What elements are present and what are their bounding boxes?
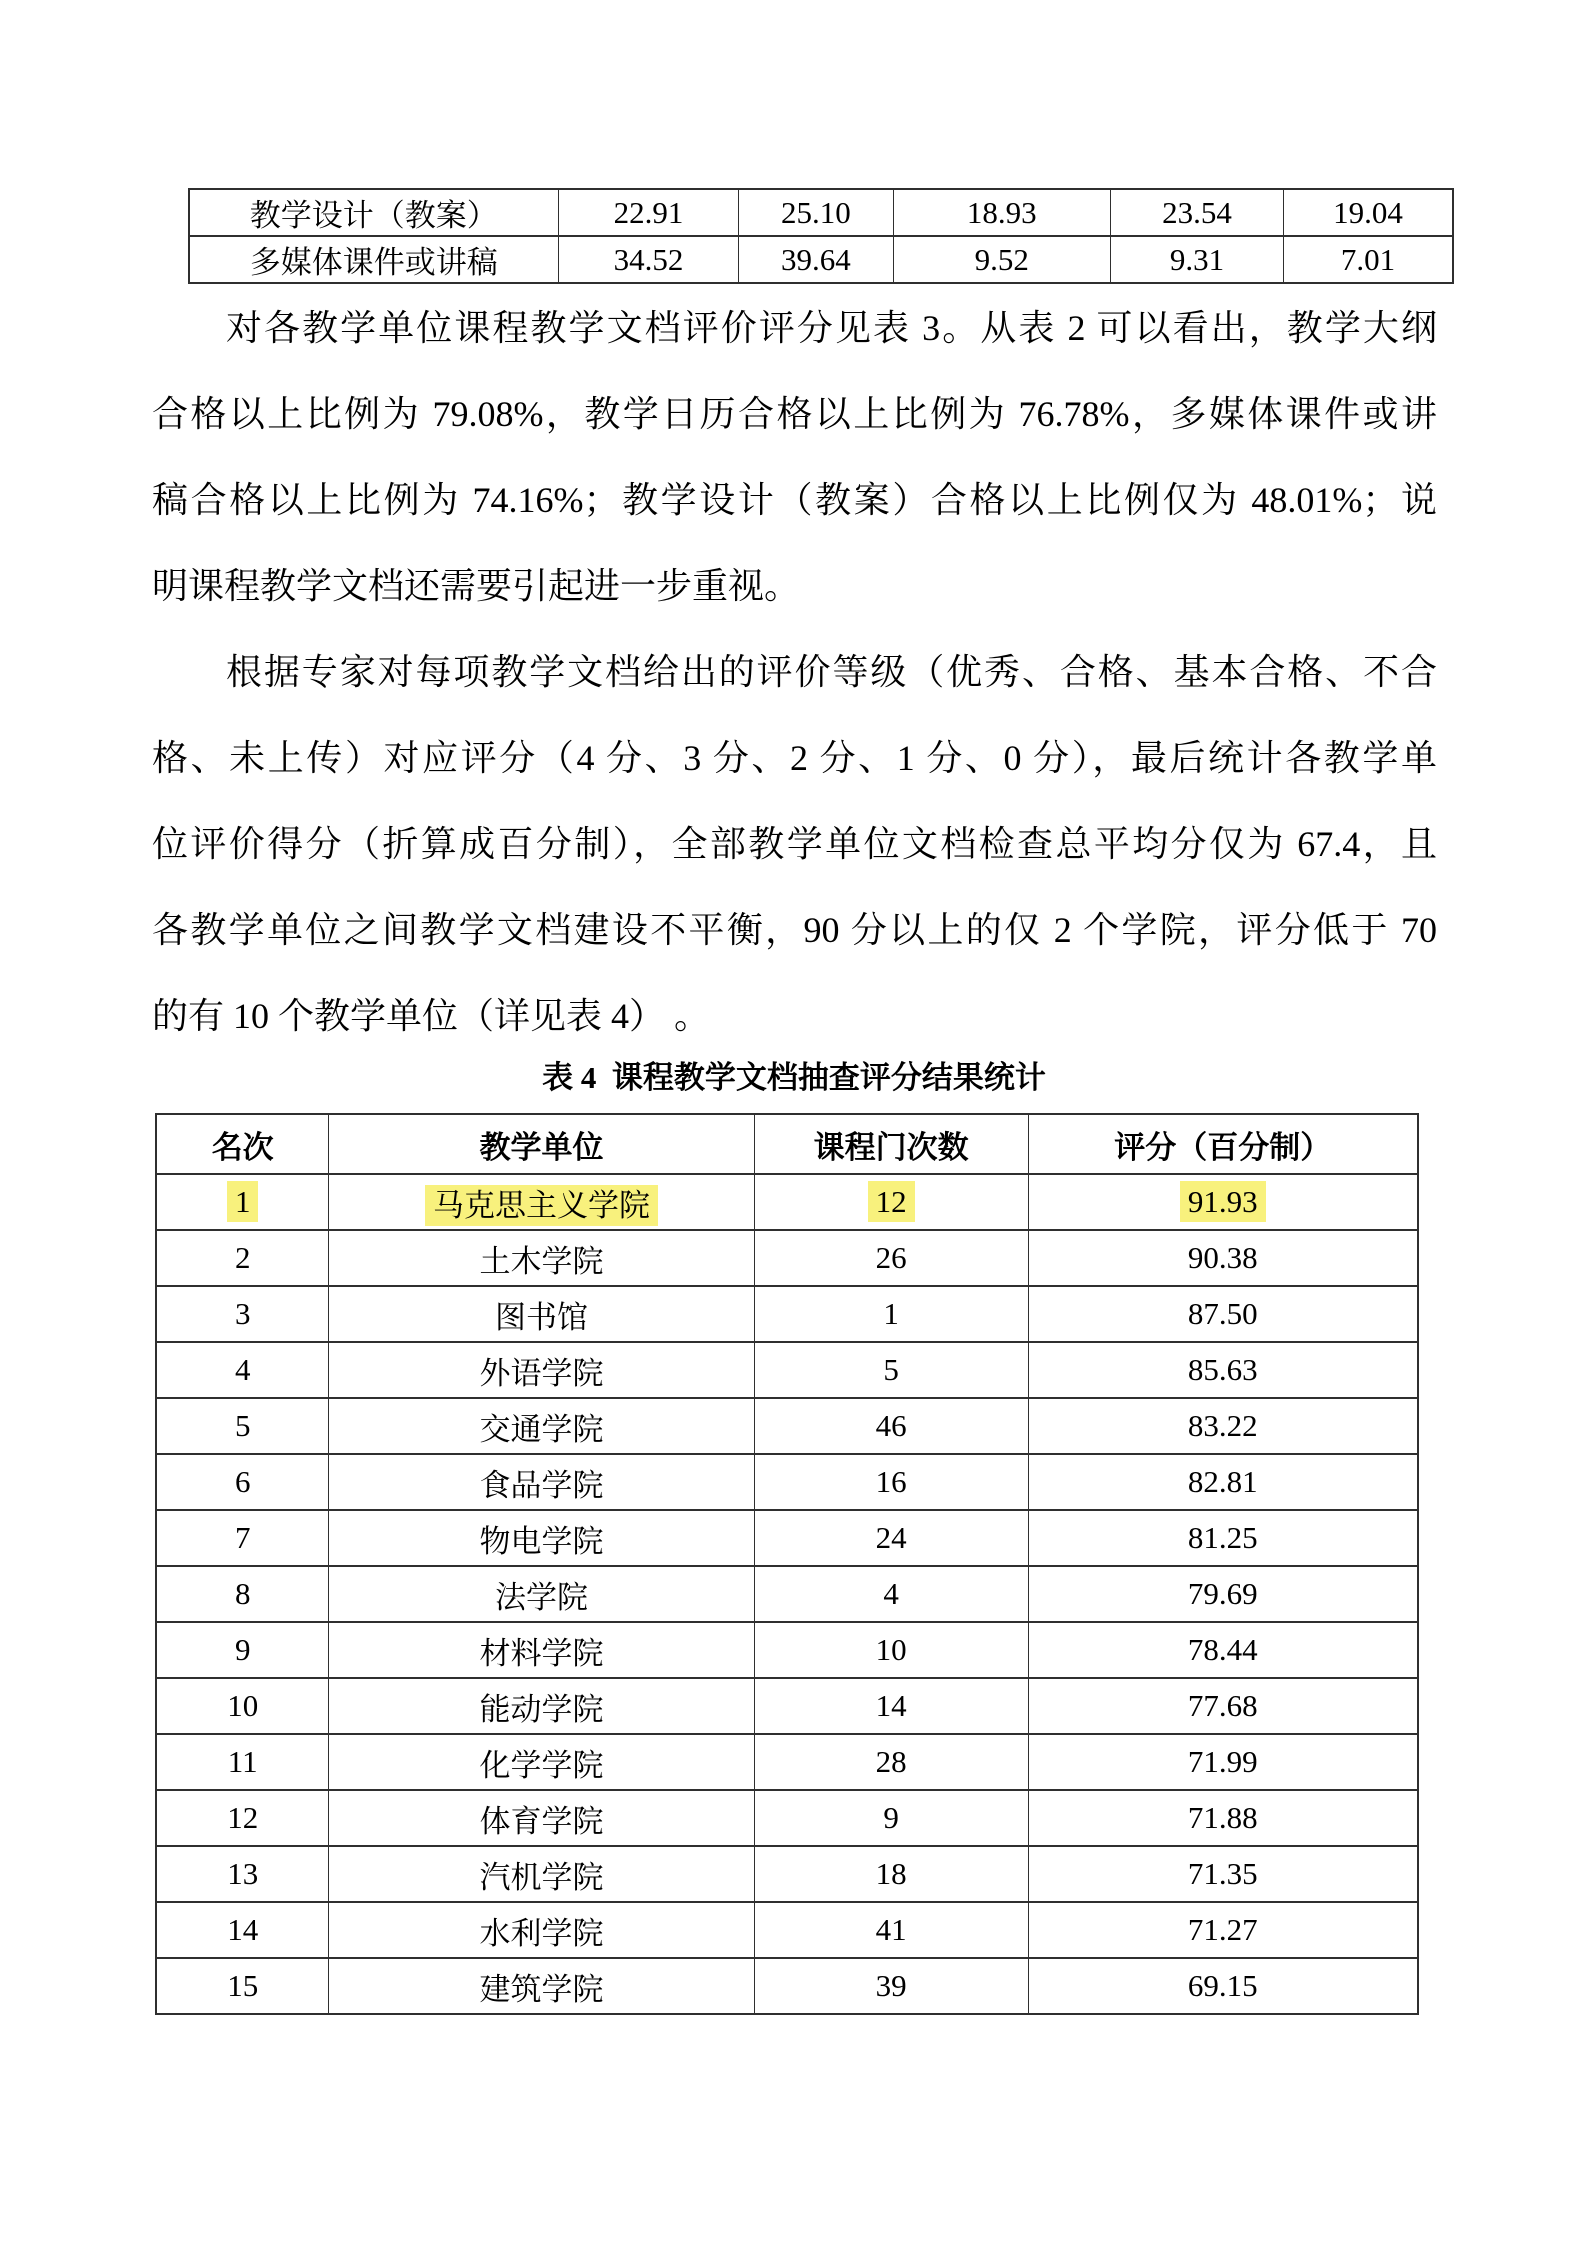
score-cell: 71.27 xyxy=(1028,1902,1418,1958)
score-cell xyxy=(1028,1174,1418,1230)
unit-cell: 交通学院 xyxy=(329,1398,754,1454)
ranking-table-body xyxy=(156,1174,1418,2014)
courses-cell: 41 xyxy=(754,1902,1028,1958)
continuation-table-body xyxy=(189,189,1453,283)
table-row xyxy=(156,1510,1418,1566)
courses-cell: 4 xyxy=(754,1566,1028,1622)
courses-cell: 10 xyxy=(754,1622,1028,1678)
rank-cell xyxy=(156,1174,329,1230)
table-row xyxy=(156,1734,1418,1790)
unit-cell: 化学学院 xyxy=(329,1734,754,1790)
header-cell: 教学单位 xyxy=(329,1114,754,1174)
courses-cell: 16 xyxy=(754,1454,1028,1510)
courses-cell: 26 xyxy=(754,1230,1028,1286)
rank-cell: 14 xyxy=(156,1902,329,1958)
highlight: 12 xyxy=(868,1181,915,1222)
row-label-cell: 多媒体课件或讲稿 xyxy=(189,236,558,283)
unit-cell: 能动学院 xyxy=(329,1678,754,1734)
text-line: 对各教学单位课程教学文档评价评分见表 3。从表 2 可以看出，教学大纲 xyxy=(226,308,1437,348)
table-row xyxy=(156,1902,1418,1958)
value-cell: 19.04 xyxy=(1284,189,1453,236)
unit-cell xyxy=(329,1174,754,1230)
paragraph xyxy=(152,629,1437,1059)
unit-cell: 体育学院 xyxy=(329,1790,754,1846)
unit-cell: 食品学院 xyxy=(329,1454,754,1510)
table-row xyxy=(156,1342,1418,1398)
text-line: 明课程教学文档还需要引起进一步重视。 xyxy=(152,566,801,606)
text-line: 格、未上传）对应评分（4 分、3 分、2 分、1 分、0 分），最后统计各教学单 xyxy=(152,738,1437,778)
rank-cell: 15 xyxy=(156,1958,329,2014)
table-row xyxy=(156,1678,1418,1734)
rank-cell: 12 xyxy=(156,1790,329,1846)
unit-cell: 法学院 xyxy=(329,1566,754,1622)
value-cell: 7.01 xyxy=(1284,236,1453,283)
text-line: 的有 10 个教学单位（详见表 4） 。 xyxy=(152,996,711,1036)
value-cell: 22.91 xyxy=(558,189,739,236)
value-cell: 9.31 xyxy=(1110,236,1283,283)
value-cell: 25.10 xyxy=(739,189,893,236)
ranking-table xyxy=(155,1113,1419,2015)
unit-cell: 水利学院 xyxy=(329,1902,754,1958)
header-cell: 课程门次数 xyxy=(754,1114,1028,1174)
value-cell: 34.52 xyxy=(558,236,739,283)
highlight: 91.93 xyxy=(1180,1181,1266,1222)
text-line: 根据专家对每项教学文档给出的评价等级（优秀、合格、基本合格、不合 xyxy=(226,652,1437,692)
table4-title: 表 4 课程教学文档抽查评分结果统计 xyxy=(542,1060,1046,1095)
courses-cell: 14 xyxy=(754,1678,1028,1734)
courses-cell: 9 xyxy=(754,1790,1028,1846)
rank-cell: 5 xyxy=(156,1398,329,1454)
text-line: 合格以上比例为 79.08%，教学日历合格以上比例为 76.78%，多媒体课件或讲 xyxy=(152,394,1437,434)
table-row xyxy=(156,1622,1418,1678)
courses-cell xyxy=(754,1174,1028,1230)
rank-cell: 2 xyxy=(156,1230,329,1286)
highlight: 马克思主义学院 xyxy=(425,1185,658,1226)
unit-cell: 图书馆 xyxy=(329,1286,754,1342)
rank-cell: 3 xyxy=(156,1286,329,1342)
courses-cell: 24 xyxy=(754,1510,1028,1566)
score-cell: 87.50 xyxy=(1028,1286,1418,1342)
table-row xyxy=(156,1790,1418,1846)
text-line: 各教学单位之间教学文档建设不平衡，90 分以上的仅 2 个学院，评分低于 70 xyxy=(152,910,1437,950)
table-row xyxy=(156,1846,1418,1902)
courses-cell: 5 xyxy=(754,1342,1028,1398)
score-cell: 69.15 xyxy=(1028,1958,1418,2014)
table-row xyxy=(156,1174,1418,1230)
unit-cell: 汽机学院 xyxy=(329,1846,754,1902)
table-row xyxy=(156,1454,1418,1510)
unit-cell: 建筑学院 xyxy=(329,1958,754,2014)
score-cell: 71.35 xyxy=(1028,1846,1418,1902)
unit-cell: 材料学院 xyxy=(329,1622,754,1678)
table-row xyxy=(156,1286,1418,1342)
table-row xyxy=(189,236,1453,283)
paragraphs xyxy=(152,285,1437,1059)
ranking-table-header-row xyxy=(156,1114,1418,1174)
courses-cell: 28 xyxy=(754,1734,1028,1790)
text-line: 位评价得分（折算成百分制），全部教学单位文档检查总平均分仅为 67.4，且 xyxy=(152,824,1437,864)
header-cell: 评分（百分制） xyxy=(1028,1114,1418,1174)
rank-cell: 9 xyxy=(156,1622,329,1678)
table-row xyxy=(156,1230,1418,1286)
table-row xyxy=(156,1958,1418,2014)
courses-cell: 46 xyxy=(754,1398,1028,1454)
rank-cell: 8 xyxy=(156,1566,329,1622)
table-row xyxy=(189,189,1453,236)
header-cell: 名次 xyxy=(156,1114,329,1174)
value-cell: 23.54 xyxy=(1110,189,1283,236)
score-cell: 83.22 xyxy=(1028,1398,1418,1454)
score-cell: 71.99 xyxy=(1028,1734,1418,1790)
rank-cell: 13 xyxy=(156,1846,329,1902)
table-row xyxy=(156,1566,1418,1622)
rank-cell: 11 xyxy=(156,1734,329,1790)
rank-cell: 6 xyxy=(156,1454,329,1510)
score-cell: 78.44 xyxy=(1028,1622,1418,1678)
score-cell: 71.88 xyxy=(1028,1790,1418,1846)
score-cell: 85.63 xyxy=(1028,1342,1418,1398)
rank-cell: 10 xyxy=(156,1678,329,1734)
rank-cell: 7 xyxy=(156,1510,329,1566)
highlight: 1 xyxy=(227,1181,259,1222)
value-cell: 39.64 xyxy=(739,236,893,283)
courses-cell: 39 xyxy=(754,1958,1028,2014)
score-cell: 82.81 xyxy=(1028,1454,1418,1510)
value-cell: 9.52 xyxy=(893,236,1110,283)
table-row xyxy=(156,1398,1418,1454)
unit-cell: 外语学院 xyxy=(329,1342,754,1398)
score-cell: 77.68 xyxy=(1028,1678,1418,1734)
courses-cell: 1 xyxy=(754,1286,1028,1342)
row-label-cell: 教学设计（教案） xyxy=(189,189,558,236)
score-distribution-continuation-table xyxy=(188,188,1454,284)
score-cell: 79.69 xyxy=(1028,1566,1418,1622)
score-cell: 81.25 xyxy=(1028,1510,1418,1566)
rank-cell: 4 xyxy=(156,1342,329,1398)
text-line: 稿合格以上比例为 74.16%；教学设计（教案）合格以上比例仅为 48.01%；说 xyxy=(152,480,1437,520)
unit-cell: 物电学院 xyxy=(329,1510,754,1566)
paragraph xyxy=(152,285,1437,629)
unit-cell: 土木学院 xyxy=(329,1230,754,1286)
value-cell: 18.93 xyxy=(893,189,1110,236)
score-cell: 90.38 xyxy=(1028,1230,1418,1286)
courses-cell: 18 xyxy=(754,1846,1028,1902)
